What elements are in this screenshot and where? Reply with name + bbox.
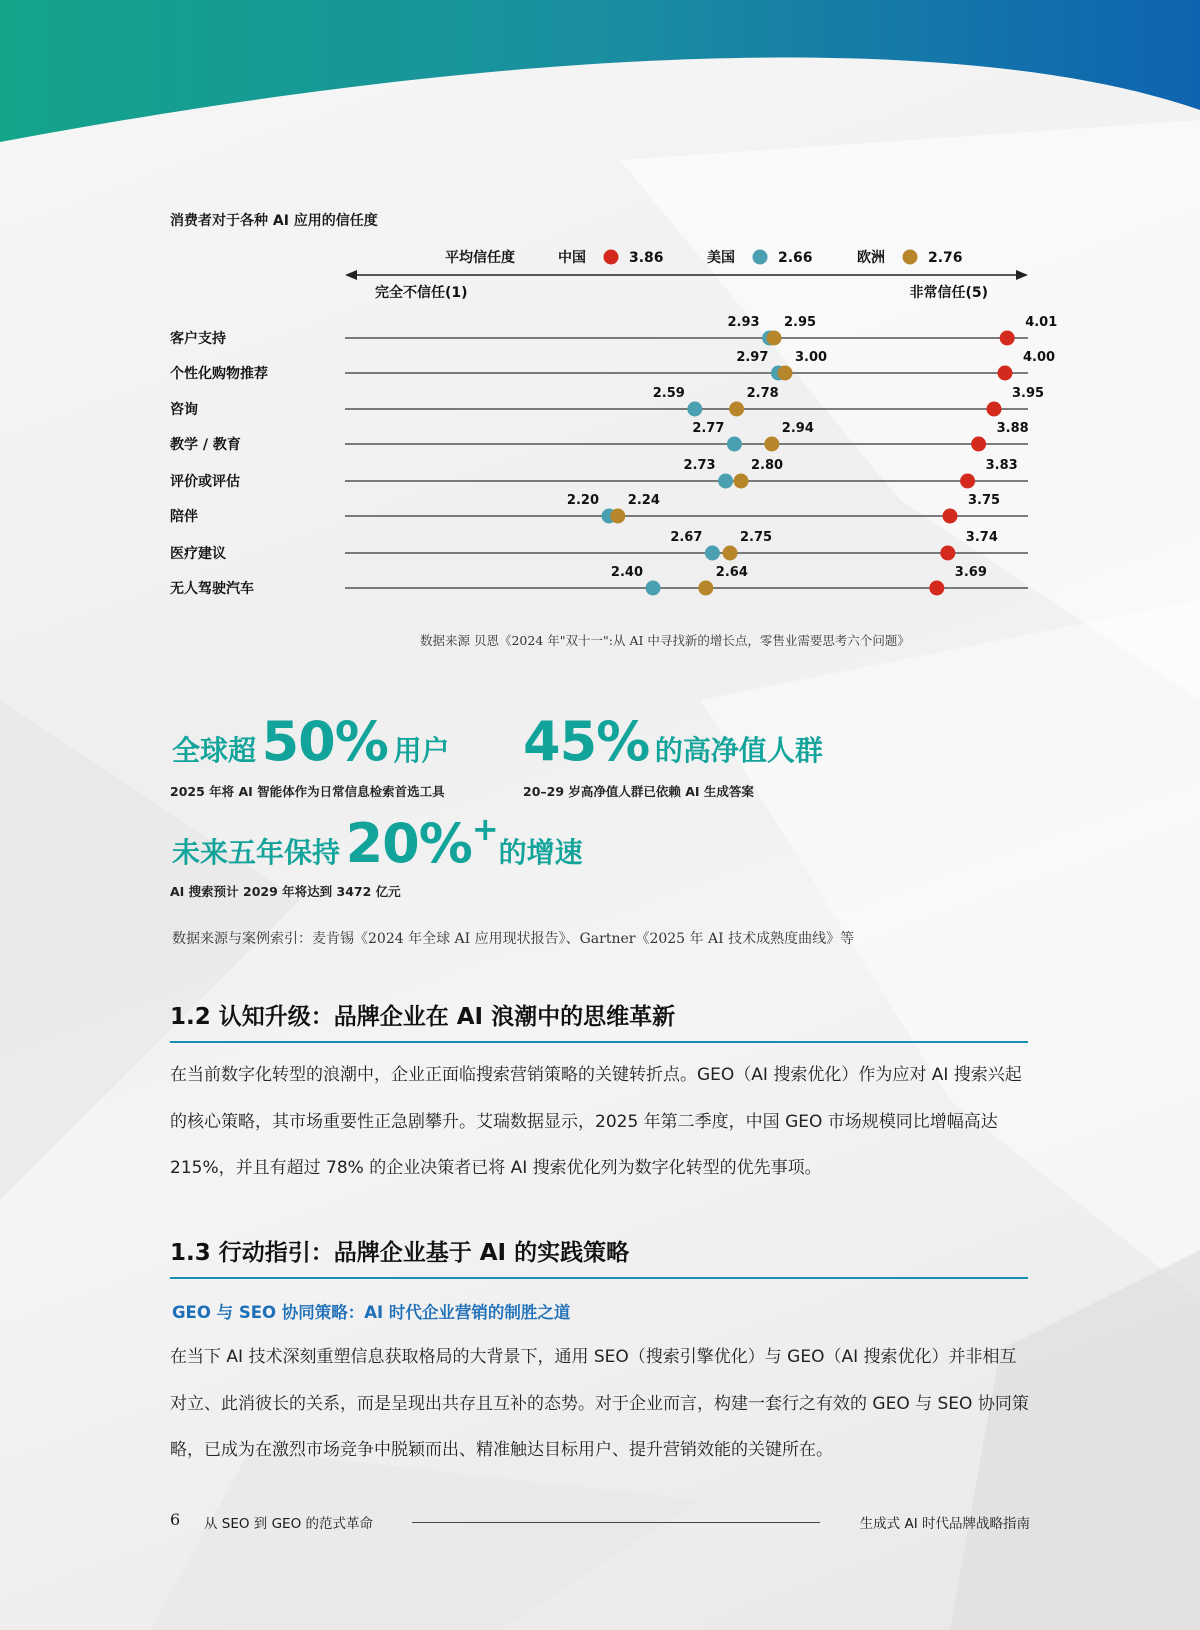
- chart-title: 消费者对于各种 AI 应用的信任度: [170, 213, 378, 229]
- data-point: [767, 331, 782, 346]
- data-label: 2.78: [746, 386, 779, 401]
- axis-right-label: 非常信任(5): [909, 285, 988, 301]
- axis-left-label: 完全不信任(1): [375, 285, 468, 301]
- data-label: 2.40: [610, 565, 643, 580]
- data-point: [1000, 331, 1015, 346]
- data-label: 2.24: [627, 493, 660, 508]
- stat-20-sup: +: [471, 810, 499, 848]
- stat-45-post: 的高净值人群: [654, 734, 823, 767]
- legend-average: 2.76: [928, 250, 963, 266]
- stat-50-post: 用户: [393, 734, 450, 767]
- footer-left-title: 从 SEO 到 GEO 的范式革命: [204, 1516, 374, 1532]
- stat-50-value: 50%: [261, 710, 388, 773]
- data-point: [646, 581, 661, 596]
- footer-right-title: 生成式 AI 时代品牌战略指南: [859, 1516, 1030, 1532]
- stat-45-percent: [523, 710, 823, 773]
- trust-dot-plot: [0, 230, 1200, 610]
- data-label: 2.95: [784, 315, 817, 330]
- data-label: 2.77: [692, 421, 725, 436]
- stat-50-percent: [172, 710, 449, 773]
- data-label: 3.95: [1012, 386, 1045, 401]
- data-point: [943, 509, 958, 524]
- data-point: [698, 581, 713, 596]
- stat-50-pre: 全球超: [172, 734, 257, 767]
- data-point: [727, 437, 742, 452]
- data-label: 3.75: [968, 493, 1001, 508]
- stat-20-pre: 未来五年保持: [172, 836, 341, 869]
- data-label: 4.01: [1025, 315, 1058, 330]
- category-label: 客户支持: [170, 331, 226, 347]
- section-1-2-body: 在当前数字化转型的浪潮中，企业正面临搜索营销策略的关键转折点。GEO（AI 搜索优化）作为应对 AI 搜索兴起的核心策略，其市场重要性正急剧攀升。艾瑞数据显示，2025 年第二季度，中国 GEO 市场规模同比增幅高达 215%，并且有超过 78% 的企业决策者已将 AI 搜索优化列为数字化转型的优先事项。: [170, 1065, 1022, 1178]
- stat-45-value: 45%: [523, 710, 650, 773]
- data-label: 4.00: [1023, 350, 1056, 365]
- category-label: 个性化购物推荐: [170, 366, 268, 382]
- data-label: 3.74: [965, 530, 998, 545]
- axis-arrow-left: [345, 270, 357, 280]
- stat-45-note: 20–29 岁高净值人群已依赖 AI 生成答案: [523, 784, 754, 799]
- data-label: 3.00: [795, 350, 828, 365]
- data-label: 3.69: [954, 565, 987, 580]
- data-point: [987, 402, 1002, 417]
- footer-rule: [412, 1522, 820, 1523]
- stat-20-note: AI 搜索预计 2029 年将达到 3472 亿元: [170, 884, 401, 899]
- data-point: [729, 402, 744, 417]
- legend-average: 3.86: [629, 250, 664, 266]
- stat-20-percent: [172, 812, 583, 875]
- data-point: [734, 474, 749, 489]
- data-label: 2.73: [683, 458, 716, 473]
- data-label: 2.59: [652, 386, 685, 401]
- legend-label: 欧洲: [857, 250, 885, 266]
- data-label: 2.97: [736, 350, 769, 365]
- chart-source: 数据来源 贝恩《2024 年"双十一":从 AI 中寻找新的增长点，零售业需要思考六个问题》: [420, 633, 910, 648]
- data-point: [998, 366, 1013, 381]
- data-point: [778, 366, 793, 381]
- data-point: [718, 474, 733, 489]
- legend-label: 中国: [558, 250, 586, 266]
- stat-20-value: 20%: [345, 812, 472, 875]
- data-point: [971, 437, 986, 452]
- legend-marker: [753, 250, 768, 265]
- data-point: [687, 402, 702, 417]
- axis-arrow-right: [1016, 270, 1028, 280]
- data-label: 2.75: [740, 530, 773, 545]
- data-point: [705, 546, 720, 561]
- data-label: 2.67: [670, 530, 703, 545]
- section-1-2-title: 1.2 认知升级：品牌企业在 AI 浪潮中的思维革新: [170, 998, 1028, 1043]
- section-1-3-title: 1.3 行动指引：品牌企业基于 AI 的实践策略: [170, 1234, 1028, 1279]
- category-label: 教学 / 教育: [170, 437, 241, 453]
- category-label: 无人驾驶汽车: [170, 581, 254, 597]
- data-point: [723, 546, 738, 561]
- stat-20-post: 的增速: [498, 836, 583, 869]
- legend-marker: [604, 250, 619, 265]
- data-label: 2.93: [727, 315, 760, 330]
- data-point: [764, 437, 779, 452]
- category-label: 咨询: [170, 402, 198, 418]
- legend-title: 平均信任度: [445, 250, 515, 266]
- legend-average: 2.66: [778, 250, 813, 266]
- section-1-3-body: 在当下 AI 技术深刻重塑信息获取格局的大背景下，通用 SEO（搜索引擎优化）与 GEO（AI 搜索优化）并非相互对立、此消彼长的关系，而是呈现出共存且互补的态势。对于企业而言，构建一套行之有效的 GEO 与 SEO 协同策略，已成为在激烈市场竞争中脱颖而出、精准触达目标用户、提升营销效能的关键所在。: [170, 1347, 1029, 1460]
- stats-source: 数据来源与案例索引：麦肯锡《2024 年全球 AI 应用现状报告》、Gartner《2025 年 AI 技术成熟度曲线》等: [172, 931, 855, 947]
- data-label: 3.88: [996, 421, 1029, 436]
- category-label: 陪伴: [170, 509, 198, 525]
- data-label: 2.20: [566, 493, 599, 508]
- data-label: 3.83: [985, 458, 1018, 473]
- legend-marker: [903, 250, 918, 265]
- data-label: 2.94: [781, 421, 814, 436]
- data-label: 2.64: [715, 565, 748, 580]
- legend-label: 美国: [707, 250, 735, 266]
- page-number: 6: [170, 1510, 181, 1529]
- stat-50-note: 2025 年将 AI 智能体作为日常信息检索首选工具: [170, 784, 445, 799]
- section-1-3-subheading: GEO 与 SEO 协同策略：AI 时代企业营销的制胜之道: [172, 1303, 571, 1322]
- header-gradient-band: [0, 0, 1200, 150]
- data-point: [929, 581, 944, 596]
- data-point: [610, 509, 625, 524]
- category-label: 评价或评估: [170, 474, 240, 490]
- data-label: 2.80: [751, 458, 784, 473]
- data-point: [940, 546, 955, 561]
- data-point: [960, 474, 975, 489]
- category-label: 医疗建议: [170, 546, 226, 562]
- page-footer: [170, 1510, 1030, 1534]
